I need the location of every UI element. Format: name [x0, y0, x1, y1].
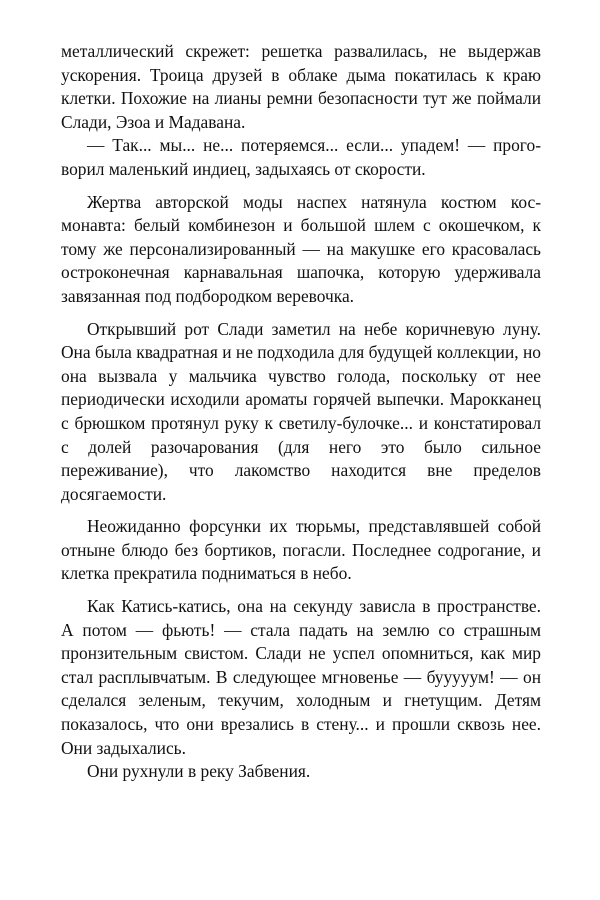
- paragraph-7: Они рухнули в реку Забвения.: [87, 761, 311, 782]
- paragraph-3: Жертва авторской моды наспех натянула костюм космонавта: белый комбинезон и большой шлем с окошечком, к тому же персонализированный — на макушке его красовалась остроконечная карнавальная шапочка, которую удерживала завязанная под подбородком веревочка.: [61, 191, 541, 306]
- paragraph-6: Как Катись-катись, она на секунду зависла в пространстве. А потом — фьють! — стала падать на землю со страшным пронзительным свистом. Слади не успел опомниться, как мир стал расплывчатым. В следующее мгновенье — бууууум! — он сделался зеленым, текучим, холодным и гнетущим. Детям показалось, что они врезались в стену... и прошли сквозь нее. Они задыхались.: [61, 596, 541, 758]
- paragraph-2: — Так... мы... не... потеряемся... если... упадем! — проговорил маленький индиец, задыхаясь от скорости.: [61, 135, 541, 179]
- paragraph-1: металлический скрежет: решетка развалилась, не выдержав ускорения. Троица друзей в облаке дыма покатилась к краю клетки. Похожие на лианы ремни безопасности тут же поймали Слади, Эзоа и Мадавана.: [61, 41, 541, 132]
- page-text: [61, 40, 541, 784]
- paragraph-4: Открывший рот Слади заметил на небе коричневую луну. Она была квадратная и не подходила для будущей коллекции, но она вызвала у мальчика чувство голода, поскольку от нее периодически исходили ароматы горячей выпечки. Марокканец с брюшком протянул руку к светилу-булочке... и констатировал с долей разочарования (для него это было сильное переживание), что лакомство находится вне пределов досягаемости.: [61, 318, 541, 504]
- paragraph-5: Неожиданно форсунки их тюрьмы, представлявшей собой отныне блюдо без бортиков, погасли. Последнее содрогание, и клетка прекратила подниматься в небо.: [61, 516, 541, 584]
